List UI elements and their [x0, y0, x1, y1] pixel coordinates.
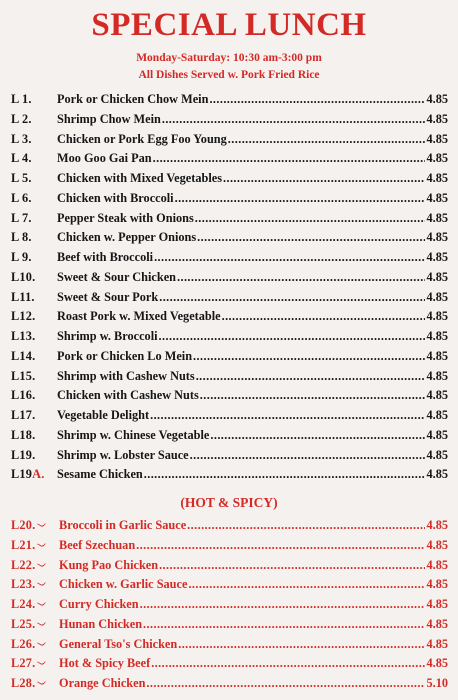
dot-leader — [150, 406, 425, 426]
item-name: Chicken w. Pepper Onions — [57, 230, 197, 245]
hot-pepper-icon — [36, 580, 46, 588]
item-price: 4.85 — [426, 577, 448, 592]
item-code-text: L23. — [11, 577, 36, 592]
item-name: Roast Pork w. Mixed Vegetable — [57, 309, 221, 324]
item-code-suffix: A. — [32, 467, 45, 482]
item-code — [11, 406, 57, 426]
item-code-text: L 9. — [11, 250, 32, 264]
item-price: 4.85 — [426, 230, 448, 245]
item-name: Vegetable Delight — [57, 408, 150, 422]
hot-pepper-icon — [36, 620, 46, 628]
rice-note: All Dishes Served w. Pork Fried Rice — [138, 69, 320, 81]
item-code-text: L20. — [11, 518, 36, 532]
menu-title: SPECIAL LUNCH — [91, 7, 367, 43]
spicy-menu-item — [11, 536, 448, 556]
item-code — [11, 130, 57, 150]
item-code — [11, 90, 57, 110]
item-price: 4.85 — [426, 309, 448, 324]
hot-pepper-icon — [36, 640, 46, 648]
menu-item — [11, 288, 448, 308]
spicy-menu-item — [11, 556, 448, 576]
item-code-text: L15. — [11, 368, 36, 383]
dot-leader — [153, 149, 426, 169]
menu-item — [11, 465, 448, 485]
menu-item — [11, 169, 448, 189]
item-code-text: L26. — [11, 636, 36, 651]
spicy-menu-item — [11, 615, 448, 635]
item-price: 4.85 — [426, 111, 448, 126]
item-name: Sweet & Sour Chicken — [57, 269, 176, 284]
dot-leader — [162, 110, 426, 130]
item-price: 4.85 — [426, 289, 448, 304]
lunch-hours: Monday-Saturday: 10:30 am-3:00 pm — [136, 52, 322, 64]
item-price: 4.85 — [426, 269, 448, 284]
item-code-text: L 2. — [11, 111, 32, 126]
item-name: Shrimp w. Chinese Vegetable — [57, 427, 210, 442]
menu-item — [11, 189, 448, 209]
item-code — [11, 110, 57, 130]
item-name: Pork or Chicken Chow Mein — [57, 92, 209, 106]
item-name: Chicken with Cashew Nuts — [57, 388, 199, 403]
item-code-text: L10. — [11, 269, 36, 284]
menu-item — [11, 386, 448, 406]
item-code — [11, 536, 59, 556]
item-name: Shrimp Chow Mein — [57, 111, 161, 126]
dot-leader — [177, 268, 425, 288]
item-name: Orange Chicken — [59, 676, 146, 690]
item-code-text: L 8. — [11, 230, 32, 245]
item-name: Beef Szechuan — [59, 537, 136, 552]
hot-pepper-icon — [36, 521, 46, 529]
menu-item — [11, 149, 448, 169]
item-code — [11, 595, 59, 615]
item-code-text: L17. — [11, 408, 36, 422]
item-price: 4.85 — [426, 151, 448, 166]
menu-item — [11, 90, 448, 110]
item-price: 4.85 — [426, 131, 448, 146]
item-code-text: L 1. — [11, 92, 32, 106]
item-price: 4.85 — [426, 408, 448, 422]
item-code — [11, 189, 57, 209]
item-code — [11, 556, 59, 576]
item-price: 4.85 — [426, 597, 448, 611]
menu-item — [11, 406, 448, 426]
item-code — [11, 446, 57, 466]
dot-leader — [178, 635, 425, 655]
dot-leader — [188, 575, 425, 595]
item-name: Curry Chicken — [59, 597, 139, 611]
dot-leader — [146, 674, 425, 694]
item-price: 4.85 — [426, 616, 448, 631]
hot-pepper-icon — [36, 659, 46, 667]
hot-pepper-icon — [36, 561, 46, 569]
dot-leader — [175, 189, 426, 209]
menu-item — [11, 426, 448, 446]
item-code — [11, 288, 57, 308]
item-price: 4.85 — [426, 388, 448, 403]
dot-leader — [200, 386, 426, 406]
item-code — [11, 169, 57, 189]
item-name: Beef with Broccoli — [57, 250, 154, 264]
item-name: Broccoli in Garlic Sauce — [59, 518, 187, 532]
item-code-text: L11. — [11, 289, 35, 304]
item-code-text: L25. — [11, 616, 36, 631]
item-code — [11, 575, 59, 595]
item-name: Chicken or Pork Egg Foo Young — [57, 131, 227, 146]
item-name: General Tso's Chicken — [59, 636, 178, 651]
dot-leader — [154, 248, 425, 268]
item-price: 4.85 — [426, 348, 448, 363]
item-name: Kung Pao Chicken — [59, 557, 159, 572]
dot-leader — [190, 446, 426, 466]
lunch-item-list — [11, 90, 448, 485]
dot-leader — [223, 169, 425, 189]
item-code — [11, 426, 57, 446]
item-code-text: L13. — [11, 329, 36, 343]
dot-leader — [136, 536, 425, 556]
item-price: 4.85 — [426, 190, 448, 205]
item-price: 4.85 — [426, 171, 448, 185]
item-price: 4.85 — [426, 210, 448, 225]
item-code-text: L28. — [11, 676, 36, 690]
menu-item — [11, 307, 448, 327]
item-code — [11, 635, 59, 655]
item-code — [11, 307, 57, 327]
dot-leader — [209, 90, 425, 110]
dot-leader — [159, 556, 425, 576]
item-code — [11, 654, 59, 674]
dot-leader — [159, 288, 425, 308]
item-name: Shrimp w. Broccoli — [57, 329, 158, 343]
item-name: Sweet & Sour Pork — [57, 289, 159, 304]
dot-leader — [195, 209, 426, 229]
item-price: 4.85 — [426, 329, 448, 343]
dot-leader — [196, 367, 426, 387]
spicy-menu-item — [11, 595, 448, 615]
item-code — [11, 674, 59, 694]
dot-leader — [193, 347, 425, 367]
item-name: Hunan Chicken — [59, 616, 143, 631]
item-code — [11, 149, 57, 169]
item-code — [11, 615, 59, 635]
menu-item — [11, 347, 448, 367]
dot-leader — [222, 307, 426, 327]
item-code-text: L 5. — [11, 171, 32, 185]
item-price: 4.85 — [426, 92, 448, 106]
menu-item — [11, 248, 448, 268]
item-code — [11, 516, 59, 536]
item-price: 4.85 — [426, 557, 448, 572]
item-price: 5.10 — [426, 676, 448, 690]
item-price: 4.85 — [426, 656, 448, 671]
item-code — [11, 248, 57, 268]
item-code-text: L18. — [11, 427, 36, 442]
item-code-text: L 7. — [11, 210, 32, 225]
item-name: Pork or Chicken Lo Mein — [57, 348, 193, 363]
item-price: 4.85 — [426, 427, 448, 442]
item-code-text: L14. — [11, 348, 36, 363]
item-code-text: L22. — [11, 557, 36, 572]
item-price: 4.85 — [426, 518, 448, 532]
item-code-text: L19 — [11, 467, 33, 482]
item-name: Moo Goo Gai Pan — [57, 151, 152, 166]
hot-pepper-icon — [36, 541, 46, 549]
dot-leader — [159, 327, 426, 347]
item-code — [11, 386, 57, 406]
dot-leader — [187, 516, 425, 536]
item-code-text: L27. — [11, 656, 36, 671]
item-code — [11, 347, 57, 367]
item-code — [11, 209, 57, 229]
spicy-menu-item — [11, 635, 448, 655]
dot-leader — [210, 426, 425, 446]
item-price: 4.85 — [426, 636, 448, 651]
menu-item — [11, 268, 448, 288]
dot-leader — [143, 615, 425, 635]
menu-item — [11, 130, 448, 150]
dot-leader — [228, 130, 426, 150]
item-name: Chicken with Mixed Vegetables — [57, 171, 222, 185]
item-code-text: L24. — [11, 597, 36, 611]
item-code-text: L19. — [11, 447, 36, 462]
hot-spicy-heading: (HOT & SPICY) — [180, 495, 278, 510]
item-code — [11, 367, 57, 387]
item-code-text: L12. — [11, 309, 36, 324]
spicy-menu-item — [11, 654, 448, 674]
item-price: 4.85 — [426, 250, 448, 264]
menu-item — [11, 446, 448, 466]
item-code-text: L21. — [11, 537, 36, 552]
dot-leader — [197, 228, 425, 248]
item-code-text: L16. — [11, 388, 36, 403]
dot-leader — [144, 465, 426, 485]
spicy-menu-item — [11, 575, 448, 595]
item-price: 4.85 — [426, 467, 448, 482]
spicy-menu-item — [11, 516, 448, 536]
spicy-menu-item — [11, 674, 448, 694]
menu-item — [11, 228, 448, 248]
item-name: Pepper Steak with Onions — [57, 210, 194, 225]
item-code — [11, 327, 57, 347]
item-code — [11, 228, 57, 248]
item-code-text: L 6. — [11, 190, 32, 205]
item-code-text: L 4. — [11, 151, 32, 166]
hot-pepper-icon — [36, 600, 46, 608]
item-name: Hot & Spicy Beef — [59, 656, 151, 671]
menu-item — [11, 110, 448, 130]
item-code-text: L 3. — [11, 131, 32, 146]
item-price: 4.85 — [426, 447, 448, 462]
item-name: Shrimp w. Lobster Sauce — [57, 447, 189, 462]
hot-pepper-icon — [36, 679, 46, 687]
item-name: Chicken w. Garlic Sauce — [59, 577, 188, 592]
item-name: Shrimp with Cashew Nuts — [57, 368, 195, 383]
menu-item — [11, 367, 448, 387]
dot-leader — [140, 595, 426, 615]
item-name: Sesame Chicken — [57, 467, 143, 482]
item-price: 4.85 — [426, 537, 448, 552]
item-code — [11, 465, 57, 485]
menu-item — [11, 209, 448, 229]
item-price: 4.85 — [426, 368, 448, 383]
spicy-item-list — [11, 516, 448, 694]
dot-leader — [151, 654, 425, 674]
item-code — [11, 268, 57, 288]
menu-item — [11, 327, 448, 347]
item-name: Chicken with Broccoli — [57, 190, 174, 205]
